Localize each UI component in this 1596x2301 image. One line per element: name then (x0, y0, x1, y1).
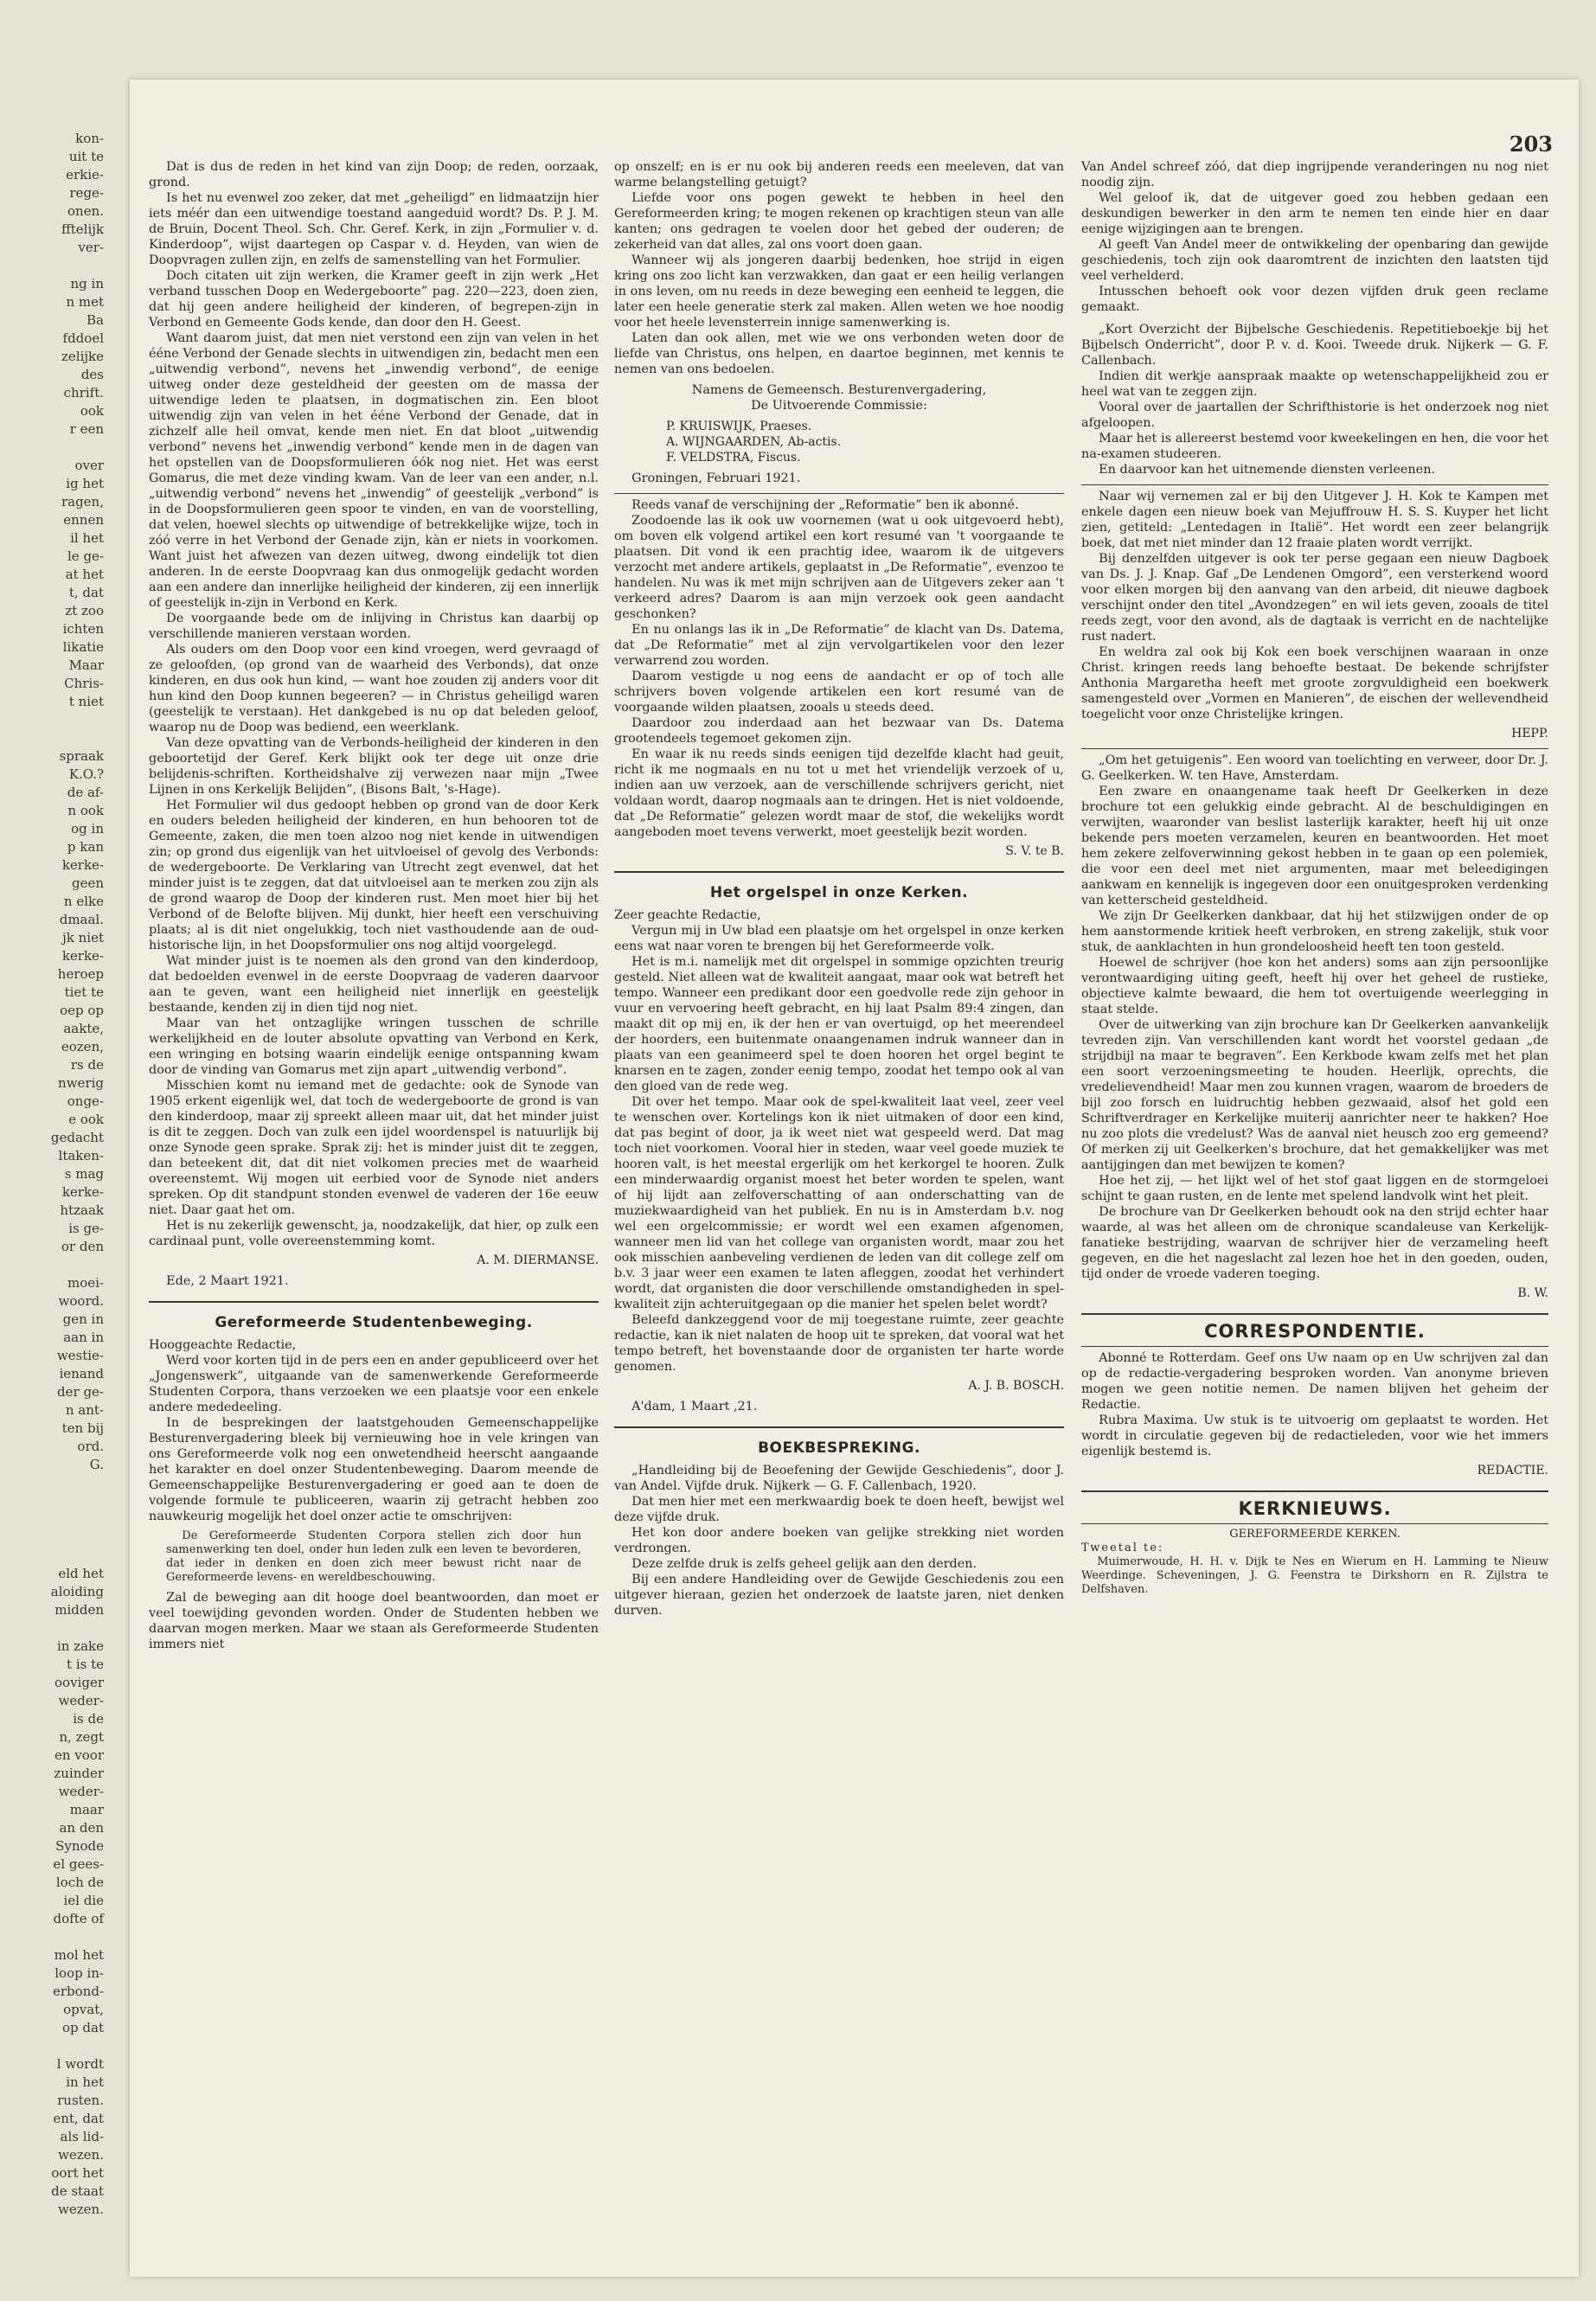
fragment-line: ook (80, 403, 104, 419)
fragment-line: el gees- (53, 1856, 104, 1872)
paragraph: Hoewel de schrijver (hoe kon het anders) soms aan zijn persoonlijke verontwaardiging uiting geeft, heeft hij over het geheel de rustieke, objectieve kalmte bewaard, die hem tot overtuigende weerlegging in staat stelde. (1081, 956, 1548, 1016)
commission-member: F. VELDSTRA, Fiscus. (666, 451, 801, 465)
salutation: Hooggeachte Redactie, (149, 1338, 297, 1352)
fragment-line: ord. (77, 1439, 104, 1454)
author-signature: REDACTIE. (1477, 1464, 1548, 1477)
author-signature: B. W. (1517, 1286, 1548, 1300)
fragment-line: jk niet (62, 930, 104, 945)
fragment-line: eozen, (61, 1039, 104, 1054)
fragment-line: weder- (58, 1693, 104, 1708)
fragment-line: ichten (62, 621, 104, 637)
fragment-line: op dat (62, 2020, 104, 2035)
fragment-line (0, 2037, 104, 2055)
paragraph: op onszelf; en is er nu ook bij anderen reeds een meeleven, dat van warme belangstelling getuigt? (614, 160, 1064, 189)
column-3 (1081, 159, 1548, 1597)
paragraph: Het is nu zekerlijk gewenscht, ja, noodzakelijk, dat hier, op zulk een cardinaal punt, volle overeenstemming komt. (149, 1219, 599, 1248)
paragraph: Als ouders om den Doop voor een kind vroegen, werd gevraagd of ze geloofden, (op grond van de waarheid des Verbonds), dat onze kinderen, en dus ook hun kind, — want hoe zouden zij anders voor dit hun kind den Doop kunnen begeeren? — in Christus geheiligd waren (geestelijk te verstaan). Het dankgebed is nu op dat beleden geloof, waarop nu de Doop was bediend, een weerklank. (149, 643, 599, 734)
section-heading: Het orgelspel in onze Kerken. (709, 884, 969, 901)
fragment-line: moei- (67, 1275, 104, 1291)
fragment-line: l wordt (56, 2056, 104, 2072)
fragment-line: zuinder (54, 1766, 104, 1781)
section-rule (1081, 1346, 1548, 1347)
paragraph: Hoe het zij, — het lijkt wel of het stof gaat liggen en de stormgeloei schijnt te gaan rusten, en de lente met spelend landvolk wint het pleit. (1081, 1174, 1548, 1203)
fragment-line: ennen (63, 512, 104, 528)
fragment-line (0, 1474, 104, 1492)
fragment-line: de staat (51, 2183, 104, 2199)
fragment-line (0, 1510, 104, 1529)
fragment-line: htzaak (60, 1202, 104, 1218)
paragraph: Maar het is allereerst bestemd voor kweekelingen en hen, die voor het na-examen studeeren. (1081, 432, 1548, 461)
paragraph: Naar wij vernemen zal er bij den Uitgever J. H. Kok te Kampen met enkele dagen een nieuw boek van Mejuffrouw H. S. S. Kuyper het licht zien, getiteld: „Lentedagen in Italië”. Het wordt een zeer belangrijk boek, dat met niet minder dan 12 fraaie platen wordt verrijkt. (1081, 490, 1548, 550)
fragment-line: kerke- (61, 857, 104, 873)
fragment-line: de af- (67, 785, 104, 800)
tweetal-label: Tweetal te: (1081, 1541, 1164, 1554)
paragraph: Indien dit werkje aanspraak maakte op wetenschappelijkheid zou er heel wat van te zeggen zijn. (1081, 369, 1548, 399)
fragment-line: ten bij (61, 1420, 104, 1436)
paragraph: Liefde voor ons pogen gewekt te hebben in heel den Gereformeerden kring; te mogen rekenen op krachtigen steun van alle kanten; ons gedragen te voelen door het gebed der ouderen; de zekerheid van dat alles, zal ons voort doen gaan. (614, 191, 1064, 252)
fragment-line: wezen. (58, 2147, 104, 2163)
fragment-line: spraak (59, 748, 104, 764)
fragment-line: weder- (58, 1784, 104, 1799)
fragment-line (0, 1256, 104, 1274)
fragment-line: midden (54, 1602, 104, 1618)
fragment-line: maar (69, 1802, 104, 1817)
fragment-line: ragen, (61, 494, 104, 510)
fragment-line: aakte, (63, 1021, 104, 1036)
section-heading: BOEKBESPREKING. (758, 1439, 920, 1457)
fragment-line: woord. (58, 1293, 104, 1309)
fragment-line: kon- (75, 131, 104, 146)
section-rule (614, 871, 1064, 873)
fragment-line: K.O.? (68, 766, 104, 782)
paragraph: Over de uitwerking van zijn brochure kan Dr Geelkerken aanvankelijk tevreden zijn. Van verschillenden kant wordt het voorstel gedaan „de strijdbijl na maar te begraven”. Een Kerkbode kwam zelfs met het plan een soort verzoeningsmeeting te houden. Heerlijk, oprechts, die vredelievendheid! Maar men zou kunnen vragen, waarom de broeders de bijl zoo forsch en luidruchtig hebben gezwaaid, alsof het gold een Schriftverdrager en Kerkelijke muiterij aanrichter neer te hakken? Hoe nu zoo plots die vredelust? Was de aanval niet heusch zoo erg gemeend? Of merken zij uit Geelkerken's brochure, dat het gemakkelijker was met aantijgingen dan met bewijzen te komen? (1081, 1018, 1548, 1172)
paragraph: En weldra zal ook bij Kok een boek verschijnen waaraan in onze Christ. kringen reeds lang behoefte bestaat. De bekende schrijfster Anthonia Margaretha heeft met groote zorgvuldigheid een boekwerk samengesteld over „Vormen en Manieren”, de eischen der wellevendheid toegelicht voor onze Christelijke kringen. (1081, 645, 1548, 721)
fragment-line: gedacht (50, 1130, 104, 1145)
paragraph: Doch citaten uit zijn werken, die Kramer geeft in zijn werk „Het verband tusschen Doop en Wedergeboorte” pag. 220—223, doen zien, dat hij geen andere heiligheid der kinderen, of begrepen-zijn in Verbond en Gemeente Gods kende, dan door den H. Geest. (149, 269, 599, 330)
fragment-line: eld het (58, 1566, 104, 1581)
salutation: Zeer geachte Redactie, (614, 908, 761, 922)
fragment-line: mol het (54, 1947, 104, 1963)
fragment-line: chrift. (63, 385, 104, 401)
paragraph: Een zware en onaangename taak heeft Dr Geelkerken in deze brochure tot een gelukkig einde gebracht. Al de beschuldigingen en verwijten, waaronder van beslist lasterlijk karakter, heeft hij uit onze bekende pers moeten verzamelen, keuren en beantwoorden. Het moet hem zekere zelfoverwinning gekost hebben in te gaan op een polemiek, die voor een deel met niet argumenten, maar met beleedigingen aankwam en kennelijk is ingegeven door een onuitgesproken verdenking van ketterscheid gesteldheid. (1081, 785, 1548, 907)
fragment-line: r een (69, 421, 104, 437)
fragment-line: Chris- (64, 676, 104, 691)
author-signature: HEPP. (1511, 727, 1548, 740)
commission-list (666, 419, 1064, 465)
section-rule (1081, 1313, 1548, 1315)
book-title: „Kort Overzicht der Bijbelsche Geschiedenis. Repetitieboekje bij het Bijbelsch Onderricht”, door P. v. d. Kooi. Tweede druk. Nijkerk — G. F. Callenbach. (1081, 323, 1548, 368)
book-title: „Om het getuigenis”. Een woord van toelichting en verweer, door Dr. J. G. Geelkerken. W. ten Have, Amsterdam. (1081, 753, 1548, 783)
section-rule (1081, 484, 1548, 485)
fragment-line: loch de (55, 1875, 104, 1890)
paragraph: En daarvoor kan het uitnemende diensten verleenen. (1099, 463, 1436, 477)
paragraph: In de besprekingen der laatstgehouden Gemeenschappelijke Besturenvergadering bleek bij vernieuwing hoe in vele kringen van ons Gereformeerde volk nog een onwetendheid heerscht aangaande het karakter en doel onzer Studentenbeweging. Daarom meende de Gemeenschappelijke Besturenvergadering er goed aan te doen de volgende formule te publiceeren, waarin zij getracht hebben zoo nauwkeurig mogelijk het doel onzer actie te omschrijven: (149, 1416, 599, 1523)
fragment-line: oort het (51, 2165, 104, 2181)
fragment-line: des (80, 367, 104, 382)
fragment-line: n met (66, 294, 104, 310)
fragment-line: aan in (63, 1330, 104, 1345)
fragment-line: erkie- (66, 167, 104, 183)
place-date: A'dam, 1 Maart ,21. (631, 1400, 758, 1413)
commission-title: De Uitvoerende Commissie: (751, 399, 927, 413)
fragment-line: is de (73, 1711, 104, 1727)
fragment-line: nwerig (58, 1075, 104, 1091)
fragment-line: n ook (67, 803, 104, 818)
paragraph: Wel geloof ik, dat de uitgever goed zou hebben gedaan een deskundigen bewerker in den arm te nemen ten einde hier en daar eenige wijzigingen aan te brengen. (1081, 191, 1548, 236)
fragment-line: ver- (78, 240, 104, 255)
fragment-line: in het (66, 2074, 104, 2090)
fragment-line: fddoel (62, 330, 104, 346)
paragraph: Reeds vanaf de verschijning der „Reformatie” ben ik abonné. (631, 498, 1019, 512)
commission-member: A. WIJNGAARDEN, Ab-actis. (666, 435, 842, 449)
fragment-line: Synode (55, 1838, 104, 1854)
fragment-line: ltaken- (58, 1148, 104, 1163)
paragraph: Van Andel schreef zóó, dat diep ingrijpende veranderingen nu nog niet noodig zijn. (1081, 160, 1548, 189)
fragment-line: t is te (67, 1657, 104, 1672)
article-doop (149, 159, 599, 1289)
section-heading: KERKNIEUWS. (1238, 1498, 1392, 1519)
paragraph: Vooral over de jaartallen der Schrifthistorie is het onderzoek nog niet afgeloopen. (1081, 401, 1548, 430)
adjacent-page-fragment (0, 130, 107, 2217)
paragraph: Bij een andere Handleiding over de Gewijde Geschiedenis zou een uitgever hieraan, gezien het onderzoek de laatste jaren, niet denken durven. (614, 1573, 1064, 1618)
fragment-line: uit te (68, 149, 104, 164)
fragment-line: kerke- (61, 948, 104, 964)
place-date: Groningen, Februari 1921. (631, 471, 801, 485)
fragment-line: onge- (67, 1093, 104, 1109)
page-number: 203 (1509, 131, 1553, 157)
fragment-line (0, 1619, 104, 1638)
fragment-line: n ant- (65, 1402, 104, 1418)
column-2 (614, 159, 1064, 1618)
author-signature: S. V. te B. (1005, 844, 1064, 858)
fragment-line: p kan (67, 839, 104, 855)
paragraph: Zoodoende las ik ook uw voornemen (wat u ook uitgevoerd hebt), om boven elk volgend artikel een kort resumé van 't voorgaande te plaatsen. Dit vond ik een prachtig idee, waarom ik de uitgevers verzocht met andere artikels, geplaatst in „De Reformatie”, evenzoo te handelen. Nu was ik met mijn schrijven aan de Uitgevers zeker aan 't verkeerd adres? Daarom is aan mijn verzoek ook geen aandacht geschonken? (614, 514, 1064, 621)
fragment-line: tiet te (64, 984, 104, 1000)
fragment-line (0, 729, 104, 747)
fragment-line: rege- (69, 185, 104, 201)
fragment-line: fftelijk (61, 221, 104, 237)
paragraph: En nu onlangs las ik in „De Reformatie” de klacht van Ds. Datema, dat „De Reformatie” met al zijn vervolgartikelen voor den lezer verwarrend zou worden. (614, 623, 1064, 668)
paragraph: De brochure van Dr Geelkerken behoudt ook na den strijd echter haar waarde, al was het alleen om de chronique scandaleuse van Kerkelijk-fanatieke bestrijding, waarvan de schrijver hier de verzameling heeft gegeven, en die het nageslacht zal lezen hoe het in den goeden, ouden, tijd onder de vroede vaderen toeging. (1081, 1205, 1548, 1281)
fragment-line: in zake (56, 1638, 104, 1654)
fragment-line: or den (61, 1239, 104, 1254)
fragment-line: Maar (68, 657, 104, 673)
fragment-line: onen. (67, 203, 104, 219)
fragment-line: is ge- (68, 1221, 104, 1236)
fragment-line: rs de (70, 1057, 104, 1073)
paragraph: Wanneer wij als jongeren daarbij bedenken, hoe strijd in eigen kring ons zoo licht kan verzwakken, dan gaat er een heilig verlangen in ons leven, om nu reeds in deze beweging een eenheid te leggen, die later een heele generatie sterk zal maken. Allen weten we hoe noodig voor het heele levensterrein innige samenwerking is. (614, 253, 1064, 330)
column-1 (149, 159, 599, 1652)
fragment-line: wezen. (58, 2202, 104, 2217)
fragment-line: likatie (62, 639, 104, 655)
fragment-line: over (74, 458, 104, 473)
paragraph: Rubra Maxima. Uw stuk is te uitvoerig om geplaatst te worden. Het wordt in circulatie gegeven bij de redactieleden, voor wie het immers eigenlijk bestemd is. (1081, 1413, 1548, 1458)
paragraph: Misschien komt nu iemand met de gedachte: ook de Synode van 1905 erkent eigenlijk wel, dat toch de wedergeboorte de grond is van den kinderdoop, maar zij spreekt alleen maar uit, dat het minder juist is dit te zeggen. Doch van zulk een ijdel woordenspel is natuurlijk bij onze Synode geen sprake. Sprak zij: het is minder juist dit te zeggen, dan beteekent dit, dat dit niet volkomen precies met de waarheid overeenstemt. Wij mogen uit eerbied voor de Synode niet anders spreken. Op dit standpunt stonden evenwel de vaderen der 16e eeuw niet. Daar gaat het om. (149, 1079, 599, 1217)
section-rule (1081, 1523, 1548, 1524)
fragment-line: ienand (59, 1366, 104, 1381)
place-date: Ede, 2 Maart 1921. (166, 1274, 289, 1288)
fragment-line: en voor (54, 1747, 104, 1763)
fragment-line: rusten. (57, 2093, 104, 2108)
fragment-line: G. (89, 1457, 104, 1472)
fragment-line: n, zegt (59, 1729, 104, 1745)
fragment-line: n elke (63, 894, 104, 909)
fragment-line (0, 1928, 104, 1946)
fragment-line (0, 439, 104, 457)
paragraph: Werd voor korten tijd in de pers een en ander gepubliceerd over het „Jongenswerk”, uitgaande van de samenwerkende Gereformeerde Studenten Corpora, thans verzoeken we een plaatsje voor een enkele andere mededeeling. (149, 1354, 599, 1414)
subheading: GEREFORMEERDE KERKEN. (1229, 1528, 1401, 1541)
fragment-line: erbond- (52, 1984, 104, 1999)
book-title: „Handleiding bij de Beoefening der Gewijde Geschiedenis”, door J. van Andel. Vijfde druk. Nijkerk — G. F. Callenbach, 1920. (614, 1464, 1064, 1493)
fragment-line: an den (59, 1820, 104, 1836)
section-rule (1081, 1490, 1548, 1492)
fragment-line: der ge- (57, 1384, 104, 1400)
fragment-line: heroep (57, 966, 104, 982)
paragraph: We zijn Dr Geelkerken dankbaar, dat hij het stilzwijgen onder de op hem aanstormende kritiek heeft verbroken, en streng zakelijk, stuk voor stuk, de aanklachten in hun grondeloosheid heeft ten toon gesteld. (1081, 909, 1548, 954)
fragment-line: t niet (68, 694, 104, 709)
fragment-line: ig het (66, 476, 104, 491)
paragraph: Van deze opvatting van de Verbonds-heiligheid der kinderen in den geboortetijd der Geref. Kerk blijkt ook ter dege uit onze drie belijdenis-schriften. Kortheidshalve zij verwezen naar mijn „Twee Lijnen in ons Kerkelijk Belijden”, (Bisons Balt, 's-Hage). (149, 736, 599, 797)
paragraph: Het Formulier wil dus gedoopt hebben op grond van de door Kerk en ouders beleden heiligheid der kinderen, en hun behooren tot de Gemeente, zaken, die men toen alzoo nog niet kende in uitwendigen zin; op grond dus eigenlijk van het uitvloeisel of gevolg des Verbonds: de wedergeboorte. De Verklaring van Utrecht zegt evenwel, dat het minder juist is te zeggen, dat dat uitvloeisel aan te merken zou zijn als de grond waarop de Doop der kinderen rust. Men moet hier bij het Verbond of de Belofte blijven. Mij dunkt, hier heeft een verschuiving plaats; al is dit niet ongelukkig, toch niet vasthoudende aan de oud-historische lijn, in het Doopsformulier ons nog altijd voorgelegd. (149, 798, 599, 952)
fragment-line: aloiding (50, 1584, 104, 1599)
newspaper-page (130, 80, 1579, 2277)
paragraph: Deze zelfde druk is zelfs geheel gelijk aan den derden. (631, 1557, 977, 1571)
paragraph: Dat is dus de reden in het kind van zijn Doop; de reden, oorzaak, grond. (149, 160, 599, 189)
quoted-formula: De Gereformeerde Studenten Corpora stellen zich door hun samenwerking ten doel, onder hun leden zulk een leven te bevorderen, dat ieder in denken en doen zich meer bewust richt naar de Gereformeerde levens- en wereldbeschouwing. (166, 1529, 581, 1584)
paragraph: Daarom vestigde u nog eens de aandacht er op of toch alle schrijvers boven volgende artikelen een kort resumé van de voorgaande wilden plaatsen, zooals u steeds deed. (614, 670, 1064, 715)
fragment-line: ent, dat (53, 2111, 104, 2126)
commission-member: P. KRUISWIJK, Praeses. (666, 420, 812, 433)
fragment-line: t, dat (68, 585, 104, 600)
section-rule (614, 493, 1064, 494)
paragraph: Het kon door andere boeken van gelijke strekking niet worden verdrongen. (614, 1526, 1064, 1555)
fragment-line: als lid- (60, 2129, 104, 2144)
paragraph: Beleefd dankzeggend voor de mij toegestane ruimte, zeer geachte redactie, kan ik niet nalaten de hoop uit te spreken, dat vooral wat het tempo betreft, het bovenstaande door de organisten ter harte worde genomen. (614, 1313, 1064, 1374)
commission-intro: Namens de Gemeensch. Besturenvergadering, (691, 383, 987, 397)
fragment-line: ooviger (54, 1675, 104, 1690)
tweetal-list: Muimerwoude, H. H. v. Dijk te Nes en Wierum en H. Lamming te Nieuw Weerdinge. Scheveningen, J. G. Feenstra te Dirkshorn en R. Zijlstra te Delfshaven. (1081, 1555, 1548, 1596)
paragraph: Dat men hier met een merkwaardig boek te doen heeft, bewijst wel deze vijfde druk. (614, 1495, 1064, 1524)
paragraph: Zal de beweging aan dit hooge doel beantwoorden, dan moet er veel toewijding gevonden worden. Onder de Studenten hebben we daarvan mogen merken. Maar we staan als Gereformeerde Studenten immers niet (149, 1591, 599, 1651)
paragraph: Want daarom juist, dat men niet verstond een zijn van velen in het ééne Verbond der Genade slechts in uitwendigen zin, bedacht men een „uitwendig verbond”, nevens het „inwendig verbond”, de eenige uitweg onder deze gesteldheid der geesten om de massa der uitwendige leden te plaatsen, in dogmatischen zin. Een bloot uitwendig zijn van velen in het ééne Verbond der Genade, dat in zichzelf alle heil omvat, kende men niet. En dat bloot „uitwendig verbond” nevens het „inwendig verbond” kende men in de dagen van het opstellen van de Doopsformulieren óók nog niet. Het was eerst Gomarus, die met deze vinding kwam. Van de leer van een ander, n.l. „uitwendig verbond” nevens het „inwendig” of geestelijk „verbond” is in de Doopsformulieren geen spoor te vinden, en van de voorstelling, dat velen, hoewel slechts op uitwendige of betrekkelijke wijze, toch in zóó verre in het Verbond der Genade zijn, kàn er niets in voorkomen. Want juist het afwezen van dezen uitweg, dwong eindelijk tot dien anderen. In de eerste Doopvraag kan dus onmogelijk gedacht worden aan een andere dan innerlijke heiligheid der kinderen, zij een innerlijk of geestelijk in-zijn in Verbond en Kerk. (149, 331, 599, 610)
fragment-line: e ook (68, 1112, 104, 1127)
fragment-line (0, 257, 104, 275)
fragment-line: iel die (63, 1893, 104, 1908)
section-heading: CORRESPONDENTIE. (1204, 1321, 1426, 1342)
fragment-line: kerke- (61, 1184, 104, 1200)
paragraph: En waar ik nu reeds sinds eenigen tijd dezelfde klacht had geuit, richt ik me nogmaals en nu tot u met het vriendelijk verzoek of u, indien aan uw verzoek, aan de verschillende schrijvers gericht, niet voldaan wordt, daarop nogmaals aan te dringen. Het is niet voldoende, dat „De Reformatie” gelezen wordt maar de stof, die wekelijks wordt aangeboden moet tevens verwerkt, moet geestelijk bezit worden. (614, 747, 1064, 839)
section-rule (1081, 748, 1548, 749)
paragraph: Dit over het tempo. Maar ook de spel-kwaliteit laat veel, zeer veel te wenschen over. Kortelings kon ik niet uitmaken of door een kind, dat pas begint of door, ja ik weet niet wat gespeeld werd. Dat mag toch niet voorkomen. Vooral hier in steden, waar veel goede muziek te hooren valt, is het meestal ergerlijk om het kerkorgel te hooren. Zulk een minderwaardig organist moest het beter worden te spelen, want of hij lijdt aan zelfoverschatting of aan onderschatting van de muziekwaardigheid van het publiek. En nu is in Amsterdam b.v. nog wel een orgelcommissie; er wordt wel een examen afgenomen, wanneer men lid van het college van organisten wordt, maar zou het ook misschien aanbeveling verdienen de leden van dit college zelf om b.v. 3 jaar weer een examen te laten afleggen, zoodat het verhindert wordt, dat organisten die door verschillende omstandigheden in spel-kwaliteit zijn achteruitgegaan op die manier het spelen belet wordt? (614, 1095, 1064, 1311)
section-rule (614, 1426, 1064, 1428)
paragraph: Bij denzelfden uitgever is ook ter perse gegaan een nieuw Dagboek van Ds. J. J. Knap. Gaf „De Lendenen Omgord”, een versterkend woord voor elken morgen bij den aanvang van den arbeid, dit nieuwe dagboek verschijnt onder den titel „Avondzegen” en wil iets geven, zooals de titel reeds zegt, voor den avond, als de dagtaak is verricht en de nachtelijke rust nadert. (1081, 552, 1548, 644)
paragraph: De voorgaande bede om de inlijving in Christus kan daarbij op verschillende manieren verstaan worden. (149, 612, 599, 641)
fragment-line: gen in (62, 1311, 104, 1327)
section-heading: Gereformeerde Studentenbeweging. (215, 1314, 533, 1331)
paragraph: Daardoor zou inderdaad aan het bezwaar van Ds. Datema grootendeels tegemoet gekomen zijn. (614, 716, 1064, 746)
fragment-line: zelijke (61, 349, 104, 364)
fragment-line: loop in- (54, 1965, 104, 1981)
paragraph: Abonné te Rotterdam. Geef ons Uw naam op en Uw schrijven zal dan op de redactie-vergadering besproken worden. Van anonyme brieven mogen we geen notitie nemen. De namen blijven het geheim der Redactie. (1081, 1351, 1548, 1412)
fragment-line: il het (70, 530, 104, 546)
fragment-line: le ge- (67, 548, 104, 564)
paragraph: Vergun mij in Uw blad een plaatsje om het orgelspel in onze kerken eens wat naar voren te brengen bij het Gereformeerde volk. (614, 924, 1064, 953)
author-signature: A. J. B. BOSCH. (968, 1379, 1064, 1393)
fragment-line: dmaal. (59, 912, 104, 927)
fragment-line (0, 711, 104, 729)
paragraph: Intusschen behoeft ook voor dezen vijfden druk geen reclame gemaakt. (1081, 285, 1548, 314)
fragment-line: oep op (60, 1003, 104, 1018)
fragment-line: westie- (56, 1348, 104, 1363)
fragment-line: ng in (70, 276, 104, 292)
fragment-line: dofte of (53, 1911, 104, 1926)
fragment-line: opvat, (63, 2002, 104, 2017)
fragment-line: at het (65, 567, 104, 582)
paragraph: Al geeft Van Andel meer de ontwikkeling der openbaring dan gewijde geschiedenis, toch zijn ook daaromtrent de inzichten den laatsten tijd veel verhelderd. (1081, 238, 1548, 283)
paragraph: Laten dan ook allen, met wie we ons verbonden weten door de liefde van Christus, ons helpen, en daartoe beginnen, met kennis te nemen van ons bedoelen. (614, 331, 1064, 376)
paragraph: Is het nu evenwel zoo zeker, dat met „geheiligd” en lidmaatzijn hier iets méér dan een uitwendige toestand aangeduid wordt? Ds. P. J. M. de Bruin, Docent Theol. Sch. Chr. Geref. Kerk, in zijn „Formulier v. d. Kinderdoop”, wijst daartegen op Caspar v. d. Heyden, van wien de Doopvragen zullen zijn, en zelfs de samenstelling van het Formulier. (149, 191, 599, 267)
fragment-line: og in (71, 821, 104, 836)
fragment-line: geen (71, 875, 104, 891)
paragraph: Het is m.i. namelijk met dit orgelspel in sommige opzichten treurig gesteld. Niet alleen wat de kwaliteit aangaat, maar ook wat betreft het tempo. Wanneer een predikant door een goedvolle rede zijn gehoor in vuur en vervoering heeft gebracht, en hij laat Psalm 89:4 zingen, dan maakt dit op mij en, ik der hen er van overtuigd, op het meerendeel der hoorders, een buitenmate onaangenamen indruk wanneer dan in plaats van een geanimeerd spel te doen hooren het orgel begint te knarsen en te zagen, zonder eenig tempo, zoodat het tempo ook al van den gloed van de rede weg. (614, 955, 1064, 1093)
fragment-line: zt zoo (65, 603, 104, 619)
fragment-line (0, 1529, 104, 1547)
author-signature: A. M. DIERMANSE. (477, 1253, 599, 1267)
fragment-line: Ba (87, 312, 104, 328)
fragment-line (0, 1547, 104, 1565)
fragment-line: s mag (64, 1166, 104, 1182)
paragraph: Maar van het ontzaglijke wringen tusschen de schrille werkelijkheid en de louter absolute opvatting van Verbond en Kerk, een wringing en botsing waarin eindelijk eenige ontspanning kwam door de vinding van Gomarus met zijn apart „uitwendig verbond”. (149, 1016, 599, 1077)
section-rule (149, 1301, 599, 1303)
fragment-line (0, 1492, 104, 1510)
paragraph: Wat minder juist is te noemen als den grond van den kinderdoop, dat bedoelden evenwel in de eerste Doopvraag de vaderen daarvoor aan te geven, want een heiligheid niet innerlijk en geestelijk bestaande, kenden zij in dien tijd nog niet. (149, 954, 599, 1015)
